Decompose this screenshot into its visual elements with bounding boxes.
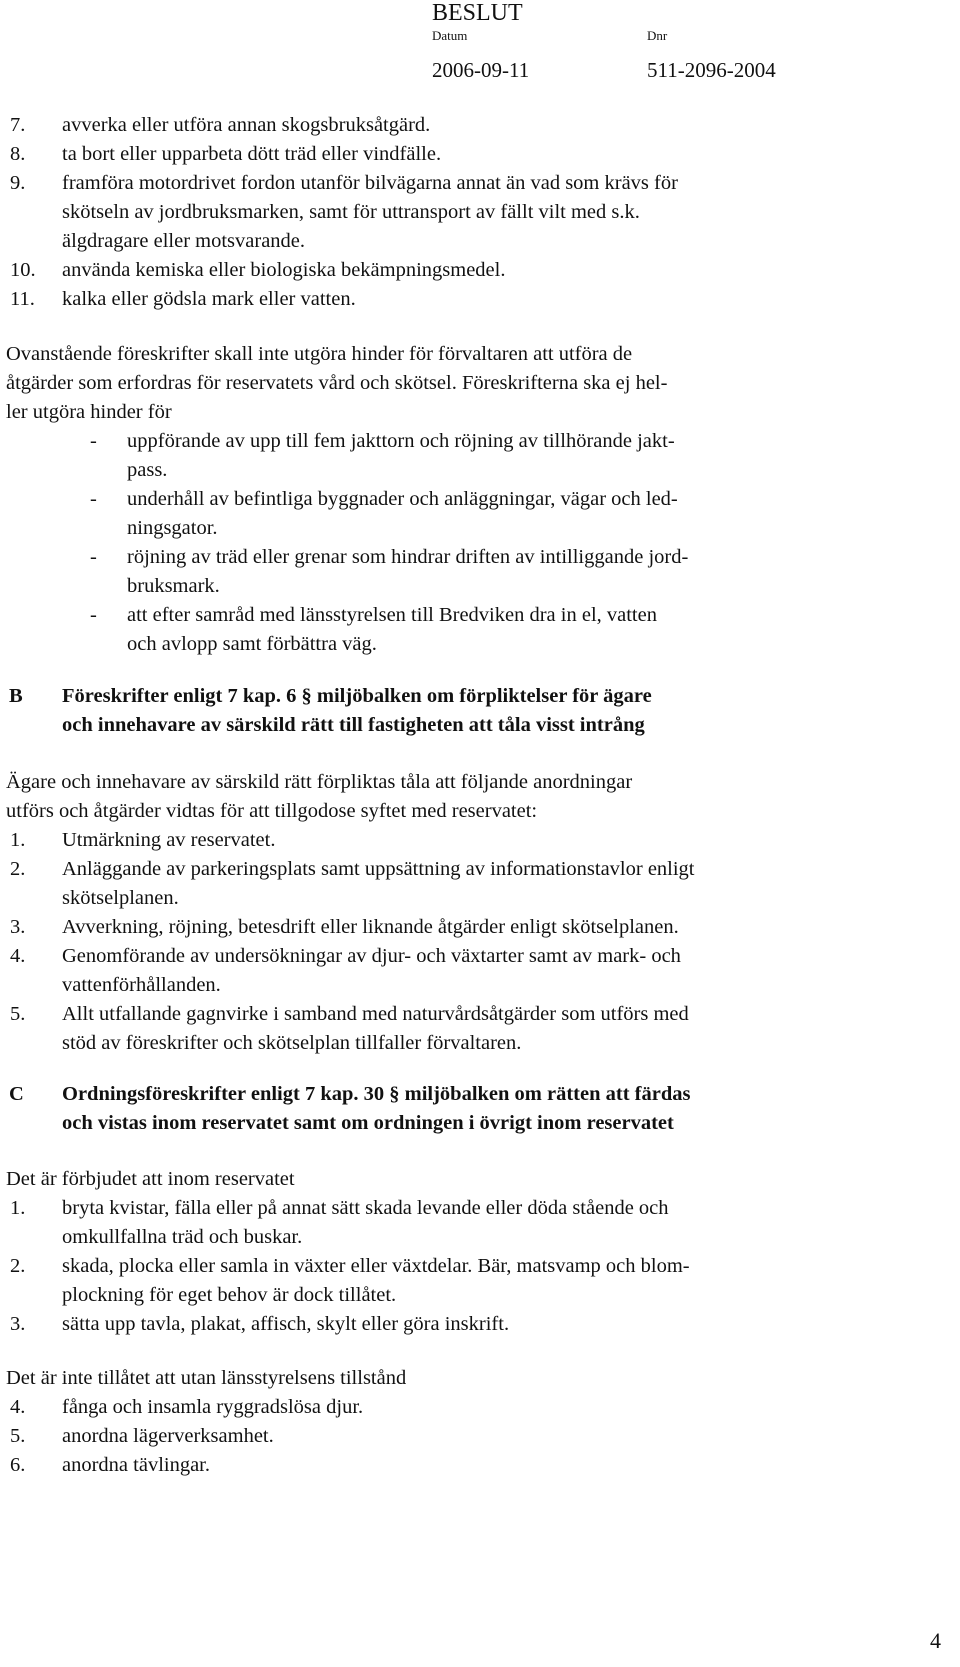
list-item-number: 3. xyxy=(10,916,26,938)
list-item-text: älgdragare eller motsvarande. xyxy=(62,230,306,252)
list-item-text: avverka eller utföra annan skogsbruksåtgärd. xyxy=(62,114,431,136)
dash-item-text: uppförande av upp till fem jakttorn och röjning av tillhörande jakt- xyxy=(127,430,675,452)
intro-line: utförs och åtgärder vidtas för att tillgodose syftet med reservatet: xyxy=(6,800,538,822)
list-item-text: bryta kvistar, fälla eller på annat sätt skada levande eller döda stående och xyxy=(62,1197,669,1219)
section-heading-line: Ordningsföreskrifter enligt 7 kap. 30 § miljöbalken om rätten att färdas xyxy=(62,1083,691,1105)
list-item-text: anordna lägerverksamhet. xyxy=(62,1425,274,1447)
section-letter: C xyxy=(9,1083,24,1105)
list-item-text: skötseln av jordbruksmarken, samt för uttransport av fällt vilt med s.k. xyxy=(62,201,640,223)
document-type-title: BESLUT xyxy=(432,0,523,26)
dash-bullet: - xyxy=(90,546,97,568)
list-item-text: Anläggande av parkeringsplats samt uppsättning av informationstavlor enligt xyxy=(62,858,695,880)
list-item-text: använda kemiska eller biologiska bekämpningsmedel. xyxy=(62,259,506,281)
dash-item-text: och avlopp samt förbättra väg. xyxy=(127,633,377,655)
dash-bullet: - xyxy=(90,604,97,626)
section-heading-line: Föreskrifter enligt 7 kap. 6 § miljöbalken om förpliktelser för ägare xyxy=(62,685,652,707)
list-item-number: 5. xyxy=(10,1003,26,1025)
list-item-number: 1. xyxy=(10,1197,26,1219)
list-item-number: 11. xyxy=(10,288,35,310)
list-item-text: skötselplanen. xyxy=(62,887,179,909)
list-item-number: 4. xyxy=(10,1396,26,1418)
dash-bullet: - xyxy=(90,430,97,452)
list-item-text: kalka eller gödsla mark eller vatten. xyxy=(62,288,356,310)
list-item-number: 6. xyxy=(10,1454,26,1476)
intro-line: Det är inte tillåtet att utan länsstyrelsens tillstånd xyxy=(6,1367,407,1389)
paragraph-line: ler utgöra hinder för xyxy=(6,401,172,423)
list-item-number: 10. xyxy=(10,259,36,281)
dash-bullet: - xyxy=(90,488,97,510)
list-item-text: framföra motordrivet fordon utanför bilvägarna annat än vad som krävs för xyxy=(62,172,678,194)
dash-item-text: röjning av träd eller grenar som hindrar driften av intilliggande jord- xyxy=(127,546,689,568)
list-item-text: Avverkning, röjning, betesdrift eller liknande åtgärder enligt skötselplanen. xyxy=(62,916,679,938)
intro-line: Ägare och innehavare av särskild rätt förpliktas tåla att följande anordningar xyxy=(6,771,633,793)
dash-item-text: bruksmark. xyxy=(127,575,220,597)
dash-item-text: underhåll av befintliga byggnader och anläggningar, vägar och led- xyxy=(127,488,678,510)
list-item-text: vattenförhållanden. xyxy=(62,974,221,996)
list-item-number: 2. xyxy=(10,1255,26,1277)
section-heading-line: och innehavare av särskild rätt till fastigheten att tåla visst intrång xyxy=(62,714,645,736)
list-item-text: anordna tävlingar. xyxy=(62,1454,211,1476)
list-item-text: Allt utfallande gagnvirke i samband med naturvårdsåtgärder som utförs med xyxy=(62,1003,689,1025)
dash-item-text: ningsgator. xyxy=(127,517,218,539)
date-value: 2006-09-11 xyxy=(432,58,530,82)
section-heading-line: och vistas inom reservatet samt om ordningen i övrigt inom reservatet xyxy=(62,1112,674,1134)
list-item-text: Utmärkning av reservatet. xyxy=(62,829,276,851)
list-item-number: 5. xyxy=(10,1425,26,1447)
dash-item-text: att efter samråd med länsstyrelsen till Bredviken dra in el, vatten xyxy=(127,604,657,626)
list-item-text: plockning för eget behov är dock tillåtet. xyxy=(62,1284,397,1306)
list-item-text: ta bort eller upparbeta dött träd eller vindfälle. xyxy=(62,143,442,165)
page-number: 4 xyxy=(930,1628,941,1653)
list-item-text: skada, plocka eller samla in växter eller växtdelar. Bär, matsvamp och blom- xyxy=(62,1255,690,1277)
list-item-number: 2. xyxy=(10,858,26,880)
paragraph-line: Ovanstående föreskrifter skall inte utgöra hinder för förvaltaren att utföra de xyxy=(6,343,633,365)
list-item-text: sätta upp tavla, plakat, affisch, skylt eller göra inskrift. xyxy=(62,1313,510,1335)
list-item-number: 7. xyxy=(10,114,26,136)
list-item-number: 1. xyxy=(10,829,26,851)
list-item-number: 9. xyxy=(10,172,26,194)
list-item-number: 3. xyxy=(10,1313,26,1335)
list-item-text: omkullfallna träd och buskar. xyxy=(62,1226,303,1248)
date-label: Datum xyxy=(432,28,468,43)
dnr-label: Dnr xyxy=(647,28,668,43)
dash-item-text: pass. xyxy=(127,459,168,481)
list-item-text: Genomförande av undersökningar av djur- och växtarter samt av mark- och xyxy=(62,945,681,967)
list-item-text: stöd av föreskrifter och skötselplan tillfaller förvaltaren. xyxy=(62,1032,522,1054)
list-item-number: 8. xyxy=(10,143,26,165)
section-letter: B xyxy=(9,685,23,707)
list-item-text: fånga och insamla ryggradslösa djur. xyxy=(62,1396,364,1418)
intro-line: Det är förbjudet att inom reservatet xyxy=(6,1168,295,1190)
paragraph-line: åtgärder som erfordras för reservatets vård och skötsel. Föreskrifterna ska ej hel- xyxy=(6,372,668,394)
dnr-value: 511-2096-2004 xyxy=(647,58,776,82)
list-item-number: 4. xyxy=(10,945,26,967)
